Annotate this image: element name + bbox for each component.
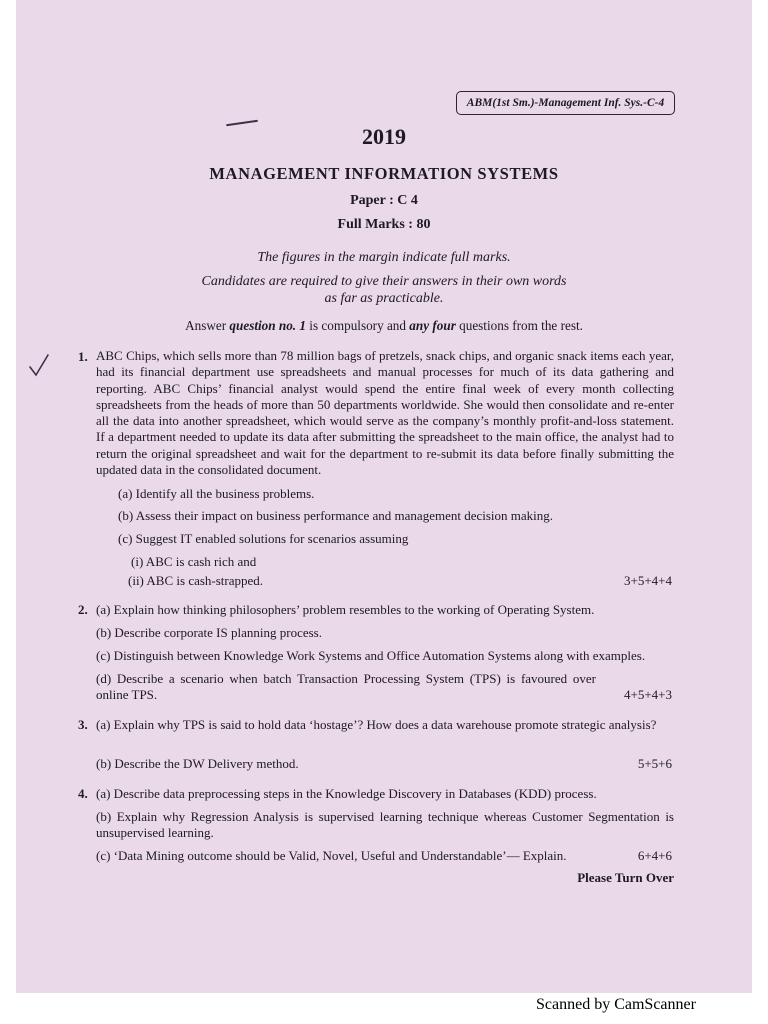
- paper-number: Paper : C 4: [350, 193, 418, 208]
- exam-year: 2019: [362, 124, 406, 149]
- question-4-number: 4.: [78, 786, 88, 801]
- question-2c: (c) Distinguish between Knowledge Work Systems and Office Automation Systems along with examples.: [96, 648, 646, 663]
- paper-code-box: ABM(1st Sm.)-Management Inf. Sys.-C-4: [456, 91, 675, 115]
- question-1-case-text: ABC Chips, which sells more than 78 million bags of pretzels, snack chips, and organic snack items each year, had its financial department use spreadsheets and manual processes for much of its data gathering and reporting. ABC Chips’ financial analyst would spend the entire final week of every month collecting spreadsheets from the heads of more than 50 departments worldwide. She would then consolidate and re-enter all the data into another spreadsheet, which would serve as the company’s monthly profit-and-loss statement. If a department needed to update its data after submitting the spreadsheet to the main office, the analyst had to return the original spreadsheet and wait for the department to re-submit its data before finally submitting the updated data in the consolidated document.: [96, 348, 674, 478]
- candidate-note-line2: as far as practicable.: [324, 291, 444, 306]
- question-1-number: 1.: [78, 349, 88, 364]
- question-2-marks: 4+5+4+3: [624, 687, 672, 702]
- question-2b: (b) Describe corporate IS planning process.: [96, 625, 322, 640]
- question-2-number: 2.: [78, 602, 88, 617]
- question-2a: (a) Explain how thinking philosophers’ problem resembles to the working of Operating System.: [96, 602, 595, 617]
- marks-note: The figures in the margin indicate full marks.: [257, 250, 511, 265]
- question-1c: (c) Suggest IT enabled solutions for scenarios assuming: [118, 531, 409, 546]
- answer-instruction: Answer question no. 1 is compulsory and any four questions from the rest.: [185, 318, 583, 333]
- candidate-note-line1: Candidates are required to give their answers in their own words: [201, 274, 567, 289]
- question-1c-ii: (ii) ABC is cash-strapped.: [128, 573, 264, 588]
- question-1c-i: (i) ABC is cash rich and: [131, 554, 257, 569]
- question-2d: (d) Describe a scenario when batch Transaction Processing System (TPS) is favoured over online TPS.: [96, 671, 596, 702]
- question-1b: (b) Assess their impact on business performance and management decision making.: [118, 508, 554, 523]
- exam-paper-sheet: [16, 0, 752, 993]
- full-marks: Full Marks : 80: [337, 217, 431, 232]
- question-4-marks: 6+4+6: [637, 848, 672, 863]
- question-4a: (a) Describe data preprocessing steps in the Knowledge Discovery in Databases (KDD) process.: [96, 786, 597, 801]
- question-4b: (b) Explain why Regression Analysis is supervised learning technique whereas Customer Segmentation is unsupervised learning.: [96, 809, 674, 840]
- question-1-marks: 3+5+4+4: [624, 573, 672, 588]
- question-3-marks: 5+5+6: [637, 756, 672, 771]
- scanner-watermark: Scanned by CamScanner: [536, 996, 696, 1013]
- please-turn-over: Please Turn Over: [577, 870, 674, 885]
- question-4c: (c) ‘Data Mining outcome should be Valid, Novel, Useful and Understandable’— Explain.: [96, 848, 567, 863]
- question-1a: (a) Identify all the business problems.: [118, 486, 315, 501]
- question-3-number: 3.: [78, 717, 88, 732]
- question-3b: (b) Describe the DW Delivery method.: [96, 756, 299, 771]
- exam-title: MANAGEMENT INFORMATION SYSTEMS: [209, 164, 559, 183]
- question-3a: (a) Explain why TPS is said to hold data ‘hostage’? How does a data warehouse promote strategic analysis?: [96, 717, 657, 732]
- handwritten-tick-icon: [28, 353, 50, 379]
